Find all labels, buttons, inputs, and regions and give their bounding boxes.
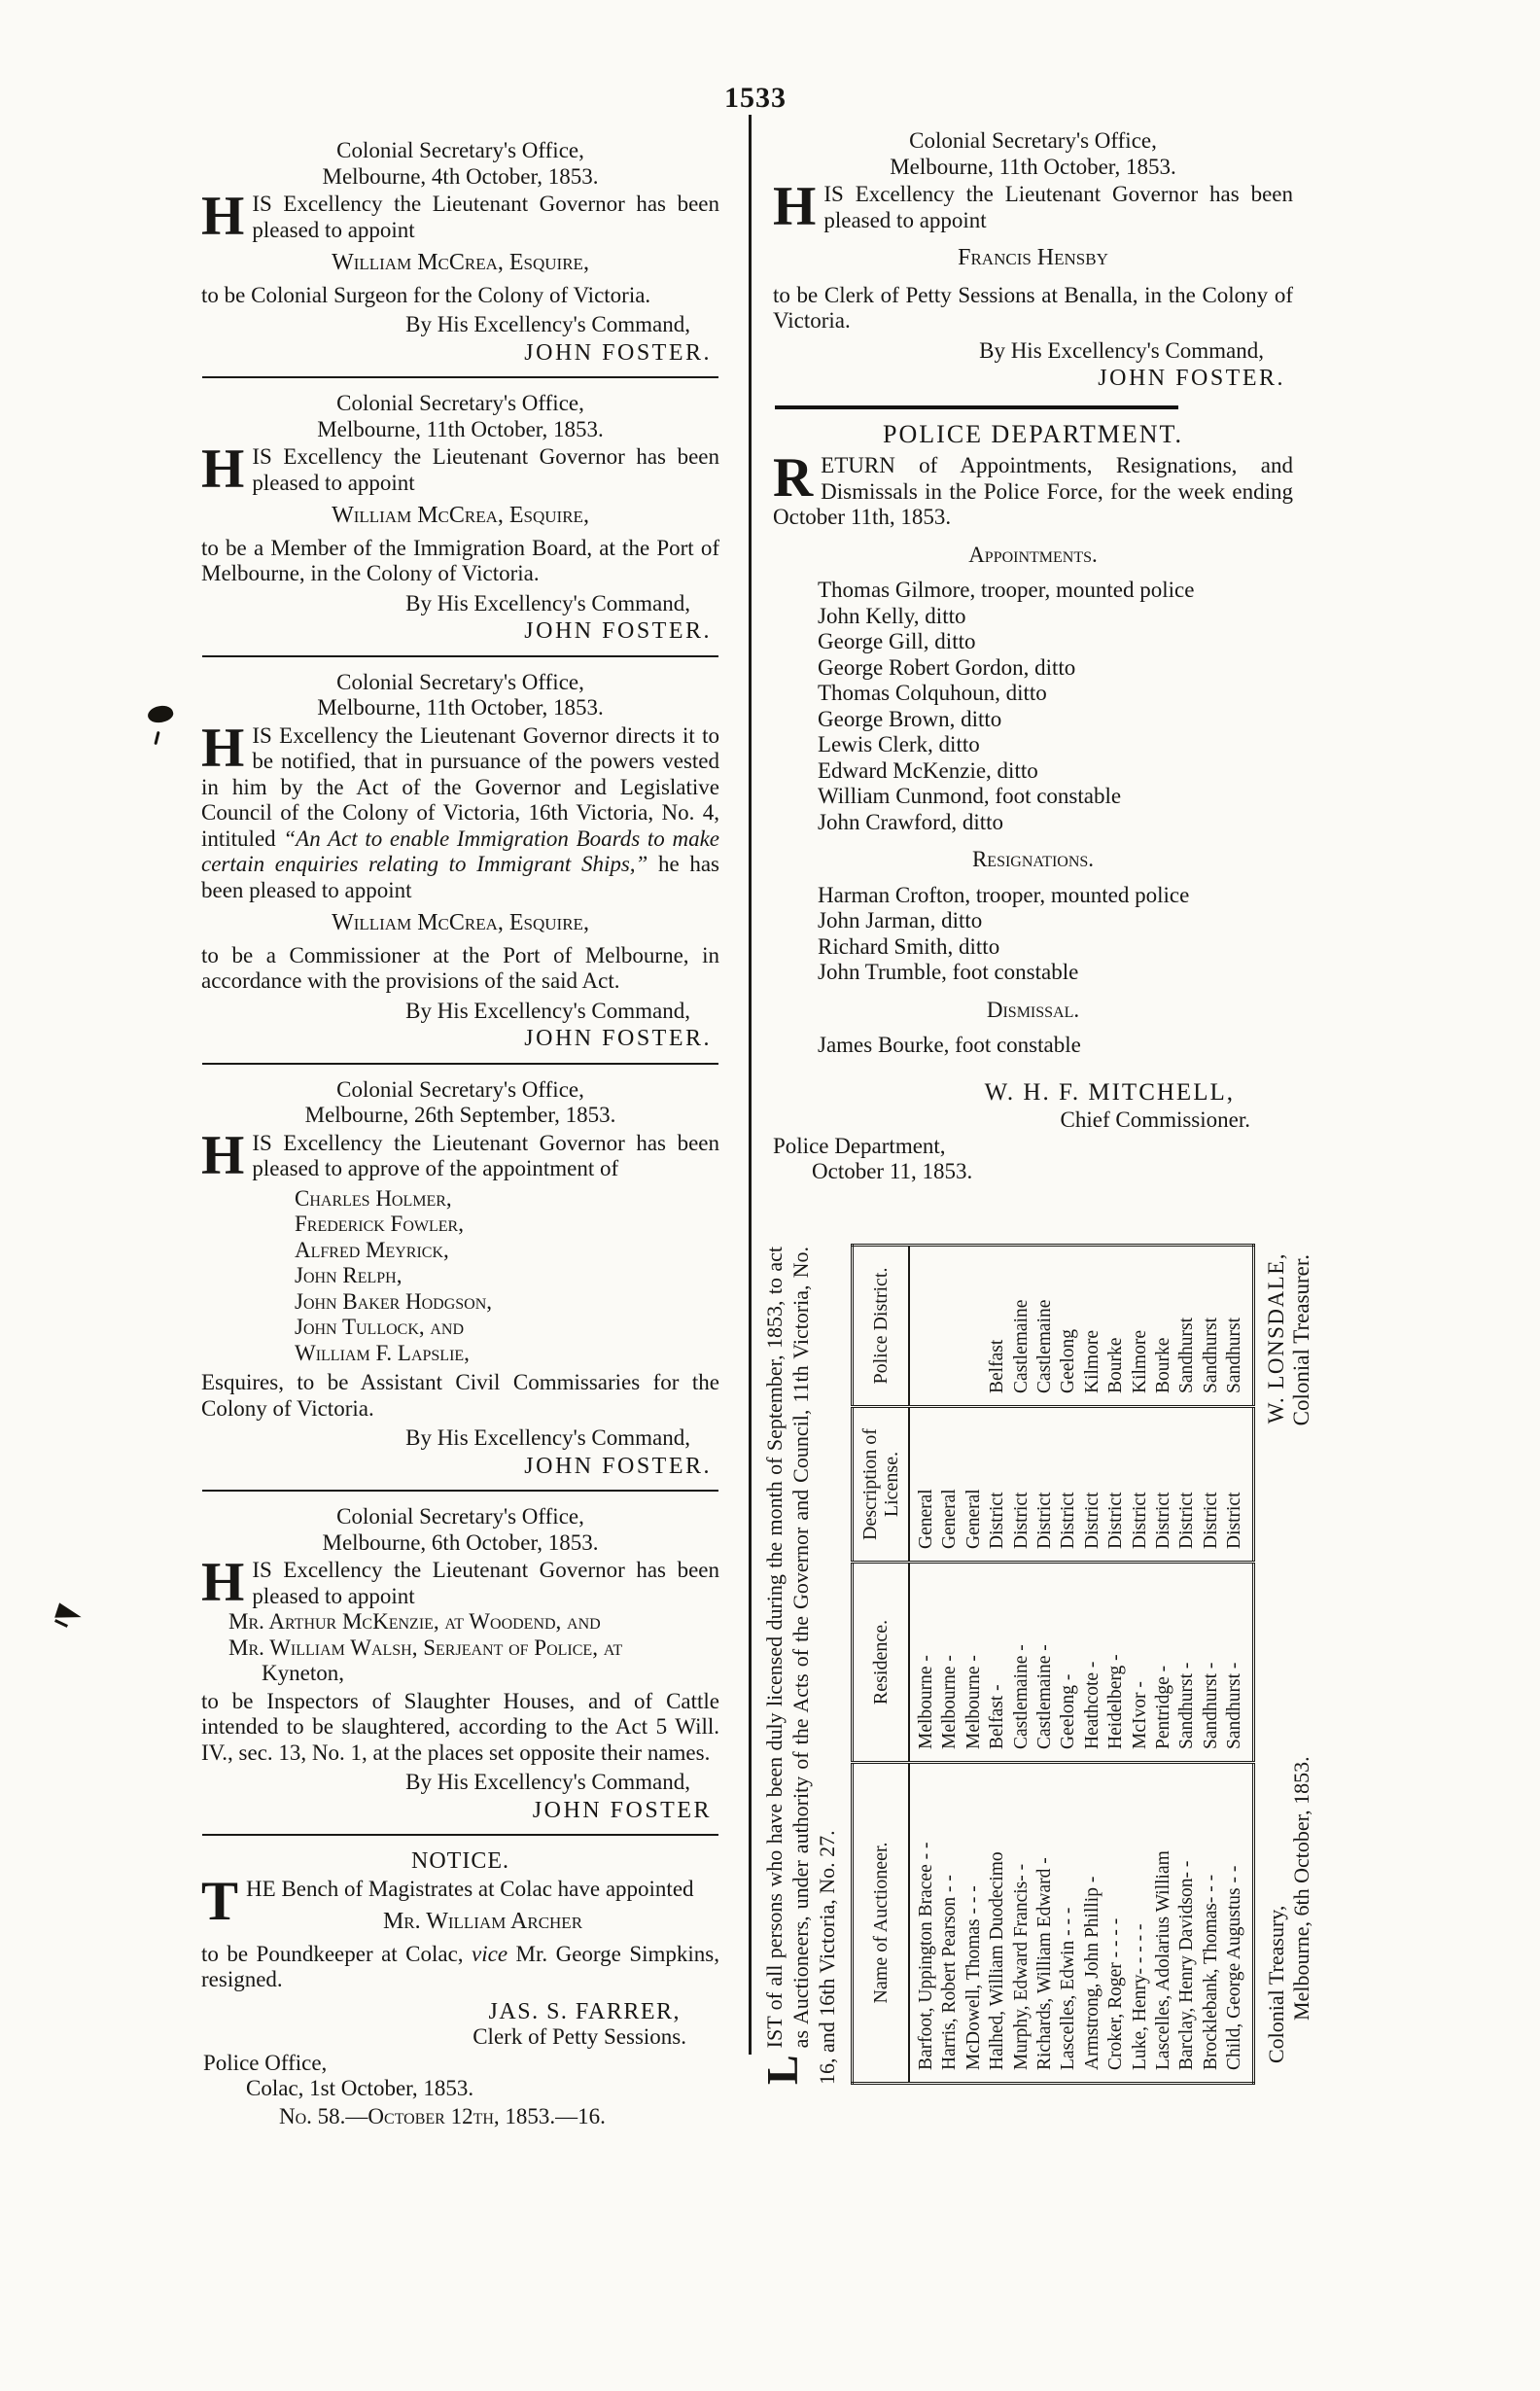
table-row bbox=[986, 1246, 1009, 2084]
office-line: Colonial Secretary's Office, bbox=[909, 128, 1157, 153]
office-place-date: Colac, 1st October, 1853. bbox=[246, 2076, 474, 2100]
cell-district bbox=[962, 1246, 986, 1407]
appointee-name: Mr. William Walsh, Serjeant of Police, at bbox=[228, 1635, 623, 1660]
cell-name: Croker, Roger - - - - bbox=[1105, 1917, 1127, 2070]
roster-item: Thomas Gilmore, trooper, mounted police bbox=[818, 578, 1195, 602]
notice-petty-sessions-clerk bbox=[773, 128, 1293, 392]
notice-body: Esquires, to be Assistant Civil Commissaries for the Colony of Victoria. bbox=[201, 1370, 719, 1421]
cell-district: Castlemaine bbox=[1033, 1246, 1057, 1407]
cell-license: District bbox=[1033, 1407, 1057, 1563]
drop-cap: H bbox=[201, 717, 246, 779]
cell-name: Armstrong, John Phillip - bbox=[1081, 1876, 1102, 2070]
treasury-signature-row bbox=[1264, 1247, 1314, 2085]
issue-line: No. 58.—October 12th, 1853.—16. bbox=[279, 2103, 606, 2128]
notice-commissioner bbox=[201, 670, 719, 1052]
cell-name: Lascelles, Edwin - - - bbox=[1058, 1907, 1079, 2070]
list-item: Alfred Meyrick, bbox=[295, 1237, 449, 1262]
date-line: Melbourne, 6th October, 1853. bbox=[322, 1530, 599, 1555]
drop-cap: L bbox=[757, 2054, 807, 2085]
department-line: Police Department, bbox=[773, 1133, 946, 1158]
column-header-district: Police District. bbox=[853, 1246, 910, 1407]
cell-district: Castlemaine bbox=[1010, 1246, 1033, 1407]
cell-district: Belfast bbox=[986, 1246, 1009, 1407]
cell-residence: Heidelberg - bbox=[1104, 1563, 1128, 1763]
page-number: 1533 bbox=[724, 82, 787, 114]
appointee-name: William McCrea, Esquire, bbox=[332, 503, 589, 528]
cell-district: Bourke bbox=[1152, 1246, 1175, 1407]
cell-district bbox=[938, 1246, 962, 1407]
office-place: Police Office, bbox=[203, 2050, 328, 2075]
roster-item: Thomas Colquhoun, ditto bbox=[818, 681, 1047, 705]
cell-license: District bbox=[986, 1407, 1009, 1563]
resignations-list bbox=[773, 883, 1293, 986]
cell-name: McDowell, Thomas - - - bbox=[962, 1885, 984, 2070]
ink-mark bbox=[146, 702, 175, 725]
notice-poundkeeper bbox=[201, 1848, 719, 2129]
appointee-name: Mr. William Archer bbox=[382, 1909, 583, 1934]
list-item: William F. Lapslie, bbox=[295, 1340, 470, 1365]
notice-body: to be Colonial Surgeon for the Colony of Victoria. bbox=[201, 282, 651, 307]
roster-item: Richard Smith, ditto bbox=[818, 933, 1000, 959]
notice-immigration-board bbox=[201, 391, 719, 645]
cell-license: District bbox=[1057, 1407, 1080, 1563]
cell-name: Murphy, Edward Francis- - bbox=[1010, 1863, 1032, 2070]
signature-name: W. H. F. MITCHELL, bbox=[984, 1078, 1235, 1106]
cell-residence: Pentridge - bbox=[1152, 1563, 1175, 1763]
table-row bbox=[1223, 1246, 1253, 2084]
notice-body: to be Inspectors of Slaughter Houses, and of Cattle intended to be slaughtered, according to the Act 5 Will. IV., sec. 13, No. 1, at the places set opposite their names. bbox=[201, 1688, 719, 1765]
drop-cap: T bbox=[201, 1870, 240, 1932]
section-rule bbox=[202, 1490, 718, 1492]
return-lead: RETURN of Appointments, Resignations, and Dismissals in the Police Force, for the week ending October 11th, 1853. bbox=[773, 447, 1293, 529]
list-item: John Relph, bbox=[295, 1263, 402, 1287]
signature-line: JOHN FOSTER. bbox=[524, 1453, 712, 1479]
drop-cap: H bbox=[201, 1124, 246, 1186]
cell-license: District bbox=[1081, 1407, 1104, 1563]
names-list bbox=[201, 1186, 719, 1367]
roster-item: George Robert Gordon, ditto bbox=[818, 654, 1076, 680]
command-line: By His Excellency's Command, bbox=[405, 998, 690, 1023]
cell-residence: Melbourne - bbox=[909, 1563, 938, 1763]
cell-license: General bbox=[962, 1407, 986, 1563]
cell-name: Brocklebank, Thomas- - - bbox=[1200, 1874, 1221, 2070]
list-item: Charles Holmer, bbox=[295, 1185, 452, 1211]
cell-residence: Castlemaine - bbox=[1010, 1563, 1033, 1763]
notice-slaughter-inspectors bbox=[201, 1504, 719, 1823]
notice-colonial-surgeon bbox=[201, 138, 719, 366]
section-rule bbox=[202, 655, 718, 657]
column-divider-rule bbox=[749, 115, 752, 2055]
cell-license: District bbox=[1010, 1407, 1033, 1563]
roster-item: Lewis Clerk, ditto bbox=[818, 732, 980, 756]
police-department-section bbox=[773, 419, 1293, 1185]
notice-body: to be Poundkeeper at Colac, vice Mr. George Simpkins, resigned. bbox=[201, 1941, 720, 1991]
notice-lead: HIS Excellency the Lieutenant Governor has been pleased to appoint bbox=[773, 176, 1293, 237]
appointee-name: Francis Hensby bbox=[958, 245, 1108, 270]
cell-license: District bbox=[1175, 1407, 1199, 1563]
table-caption: L IST of all persons who have been duly licensed during the month of September, 1853, to act as Auctioneers, under authority of the Acts of the Governor and Council, 11th Victoria, No. 16, and 16th Victoria, No. 27. bbox=[757, 1247, 839, 2085]
treasury-office-block bbox=[1264, 1756, 1314, 2063]
table-row bbox=[1104, 1246, 1128, 2084]
cell-district: Sandhurst bbox=[1175, 1246, 1199, 1407]
command-line: By His Excellency's Command, bbox=[405, 312, 690, 336]
date-line: Melbourne, 11th October, 1853. bbox=[317, 416, 604, 441]
cell-residence: Sandhurst - bbox=[1200, 1563, 1223, 1763]
notice-body: to be Clerk of Petty Sessions at Benalla, in the Colony of Victoria. bbox=[773, 282, 1293, 333]
list-item: John Tullock, and bbox=[295, 1315, 465, 1339]
left-column bbox=[201, 138, 719, 2129]
cell-residence: Castlemaine - bbox=[1033, 1563, 1057, 1763]
roster-item: Harman Crofton, trooper, mounted police bbox=[818, 882, 1190, 907]
notice-body: to be a Commissioner at the Port of Melbourne, in accordance with the provisions of the said Act. bbox=[201, 942, 719, 993]
cell-district: Geelong bbox=[1057, 1246, 1080, 1407]
section-rule bbox=[202, 1834, 718, 1836]
cell-license: General bbox=[938, 1407, 962, 1563]
date-line: Melbourne, 26th September, 1853. bbox=[304, 1103, 616, 1127]
cell-license: General bbox=[909, 1407, 938, 1563]
roster-item: William Cunmond, foot constable bbox=[818, 784, 1122, 808]
notice-lead: HIS Excellency the Lieutenant Governor has been pleased to appoint bbox=[201, 439, 719, 500]
cell-residence: Melbourne - bbox=[962, 1563, 986, 1763]
notice-lead: HIS Excellency the Lieutenant Governor has been pleased to approve of the appointment of bbox=[201, 1124, 719, 1186]
appointee-place: Kyneton, bbox=[262, 1661, 344, 1685]
roster-item: Edward McKenzie, ditto bbox=[818, 757, 1038, 783]
column-header-license: Description of License. bbox=[853, 1407, 910, 1563]
roster-item: John Crawford, ditto bbox=[818, 809, 1004, 834]
column-header-residence: Residence. bbox=[853, 1563, 910, 1763]
dismissal-list bbox=[773, 1033, 1293, 1059]
subheading-dismissal: Dismissal. bbox=[986, 997, 1080, 1022]
cell-residence: Heathcote - bbox=[1081, 1563, 1104, 1763]
treasurer-title: Colonial Treasurer. bbox=[1288, 1254, 1313, 1426]
table-row bbox=[1200, 1246, 1223, 2084]
notice-lead: HIS Excellency the Lieutenant Governor has been pleased to appoint bbox=[201, 1552, 719, 1613]
license-table-block bbox=[757, 1247, 1317, 2085]
list-item: Frederick Fowler, bbox=[295, 1212, 464, 1236]
table-row bbox=[938, 1246, 962, 2084]
cell-name: Lascelles, Adolarius William bbox=[1153, 1850, 1174, 2070]
notice-lead: THE Bench of Magistrates at Colac have appointed bbox=[201, 1870, 694, 1932]
signature-line: JOHN FOSTER bbox=[532, 1797, 712, 1823]
cell-residence: Geelong - bbox=[1057, 1563, 1080, 1763]
list-item: John Baker Hodgson, bbox=[295, 1288, 493, 1314]
roster-item: George Brown, ditto bbox=[818, 706, 1002, 731]
table-row bbox=[1033, 1246, 1057, 2084]
police-department-heading: POLICE DEPARTMENT. bbox=[883, 419, 1183, 448]
table-row bbox=[1175, 1246, 1199, 2084]
cell-district: Sandhurst bbox=[1223, 1246, 1253, 1407]
signature-line: JOHN FOSTER. bbox=[524, 339, 712, 366]
treasury-office: Colonial Treasury, bbox=[1263, 1905, 1288, 2063]
roster-item: John Trumble, foot constable bbox=[818, 960, 1079, 984]
department-date: October 11, 1853. bbox=[812, 1159, 973, 1183]
section-rule-heavy bbox=[775, 405, 1178, 409]
cell-license: District bbox=[1223, 1407, 1253, 1563]
cell-district: Bourke bbox=[1104, 1246, 1128, 1407]
cell-district bbox=[909, 1246, 938, 1407]
notice-lead: HIS Excellency the Lieutenant Governor has been pleased to appoint bbox=[201, 186, 719, 247]
command-line: By His Excellency's Command, bbox=[405, 1770, 690, 1794]
header-row bbox=[853, 1246, 910, 2084]
cell-name: Harris, Robert Pearson - - bbox=[939, 1875, 961, 2070]
ink-mark bbox=[154, 731, 159, 745]
drop-cap: H bbox=[201, 186, 246, 247]
cell-name: Barclay, Henry Davidson- - bbox=[1176, 1860, 1198, 2070]
table-row bbox=[1057, 1246, 1080, 2084]
table-row bbox=[909, 1246, 938, 2084]
cell-district: Kilmore bbox=[1129, 1246, 1152, 1407]
date-line: Melbourne, 11th October, 1853. bbox=[317, 695, 604, 720]
cell-district: Kilmore bbox=[1081, 1246, 1104, 1407]
roster-item: George Gill, ditto bbox=[818, 629, 976, 653]
command-line: By His Excellency's Command, bbox=[405, 1425, 690, 1450]
appointee-name: William McCrea, Esquire, bbox=[332, 910, 589, 935]
signature-title: Chief Commissioner. bbox=[1060, 1108, 1250, 1132]
treasurer-name: W. LONSDALE, bbox=[1263, 1252, 1288, 1424]
table-row bbox=[962, 1246, 986, 2084]
notice-civil-commissaries bbox=[201, 1077, 719, 1480]
cell-name: Halhed, William Duodecimo bbox=[987, 1851, 1008, 2070]
section-rule bbox=[202, 376, 718, 378]
subheading-appointments: Appointments. bbox=[968, 542, 1098, 567]
cell-residence: McIvor - bbox=[1129, 1563, 1152, 1763]
cell-residence: Sandhurst - bbox=[1175, 1563, 1199, 1763]
table-row bbox=[1010, 1246, 1033, 2084]
section-rule bbox=[202, 1063, 718, 1065]
column-header-name: Name of Auctioneer. bbox=[853, 1763, 910, 2084]
notice-body: to be a Member of the Immigration Board, at the Port of Melbourne, in the Colony of Victoria. bbox=[201, 535, 719, 585]
cell-name: Richards, William Edward - bbox=[1034, 1857, 1056, 2070]
license-table bbox=[851, 1244, 1255, 2085]
license-table-rotated-content bbox=[757, 1247, 1317, 2085]
cell-license: District bbox=[1104, 1407, 1128, 1563]
treasurer-signature-block bbox=[1264, 1252, 1314, 1425]
cell-name: Luke, Henry- - - - - bbox=[1129, 1923, 1150, 2070]
cell-name: Barfoot, Uppington Bracee - - bbox=[916, 1842, 936, 2070]
cell-residence: Belfast - bbox=[986, 1563, 1009, 1763]
drop-cap: H bbox=[201, 1552, 246, 1613]
signature-name: JAS. S. FARRER, bbox=[488, 1998, 681, 2024]
signature-line: JOHN FOSTER. bbox=[1098, 366, 1285, 391]
office-line: Colonial Secretary's Office, bbox=[336, 669, 584, 694]
cell-residence: Melbourne - bbox=[938, 1563, 962, 1763]
cell-license: District bbox=[1200, 1407, 1223, 1563]
signature-line: JOHN FOSTER. bbox=[524, 1026, 712, 1051]
appointee-name: William McCrea, Esquire, bbox=[332, 250, 589, 275]
cell-residence: Sandhurst - bbox=[1223, 1563, 1253, 1763]
appointments-list bbox=[773, 578, 1293, 835]
office-line: Colonial Secretary's Office, bbox=[336, 1076, 584, 1102]
drop-cap: R bbox=[773, 447, 815, 509]
signature-line: JOHN FOSTER. bbox=[524, 618, 712, 644]
cell-license: District bbox=[1152, 1407, 1175, 1563]
subheading-resignations: Resignations. bbox=[971, 847, 1095, 871]
office-line: Colonial Secretary's Office, bbox=[336, 138, 584, 162]
cell-name: Child, George Augustus - - bbox=[1224, 1865, 1245, 2070]
table-row bbox=[1129, 1246, 1152, 2084]
appointee-name: Mr. Arthur McKenzie, at Woodend, and bbox=[228, 1609, 601, 1634]
cell-district: Sandhurst bbox=[1200, 1246, 1223, 1407]
vice-word: vice bbox=[472, 1941, 508, 1966]
notice-heading: NOTICE. bbox=[411, 1848, 509, 1874]
date-line: Melbourne, 4th October, 1853. bbox=[322, 163, 599, 189]
table-row bbox=[1152, 1246, 1175, 2084]
drop-cap: H bbox=[773, 176, 818, 237]
notice-lead: HIS Excellency the Lieutenant Governor directs it to be notified, that in pursuance of the powers vested in him by the Act of the Governor and Legislative Council of the Colony of Victoria, 16th Victoria, No. 4, intituled “An Act to enable Immigration Boards to make certain enquiries relating to Immigrant Ships,” he has been pleased to appoint bbox=[201, 717, 720, 902]
treasury-date: Melbourne, 6th October, 1853. bbox=[1288, 1756, 1313, 2021]
command-line: By His Excellency's Command, bbox=[979, 337, 1264, 363]
roster-item: John Kelly, ditto bbox=[818, 603, 966, 628]
table-row bbox=[1081, 1246, 1104, 2084]
cell-license: District bbox=[1129, 1407, 1152, 1563]
roster-item: John Jarman, ditto bbox=[818, 908, 983, 932]
roster-item: James Bourke, foot constable bbox=[818, 1033, 1081, 1057]
office-line: Colonial Secretary's Office, bbox=[336, 391, 584, 415]
drop-cap: H bbox=[201, 439, 246, 500]
office-line: Colonial Secretary's Office, bbox=[336, 1504, 584, 1529]
date-line: Melbourne, 11th October, 1853. bbox=[890, 154, 1176, 179]
right-column bbox=[773, 128, 1293, 1185]
command-line: By His Excellency's Command, bbox=[405, 590, 690, 615]
signature-title: Clerk of Petty Sessions. bbox=[472, 2024, 686, 2049]
act-title: “An Act to enable Immigration Boards to make certain enquiries relating to Immigrant Ships,” bbox=[201, 826, 719, 876]
